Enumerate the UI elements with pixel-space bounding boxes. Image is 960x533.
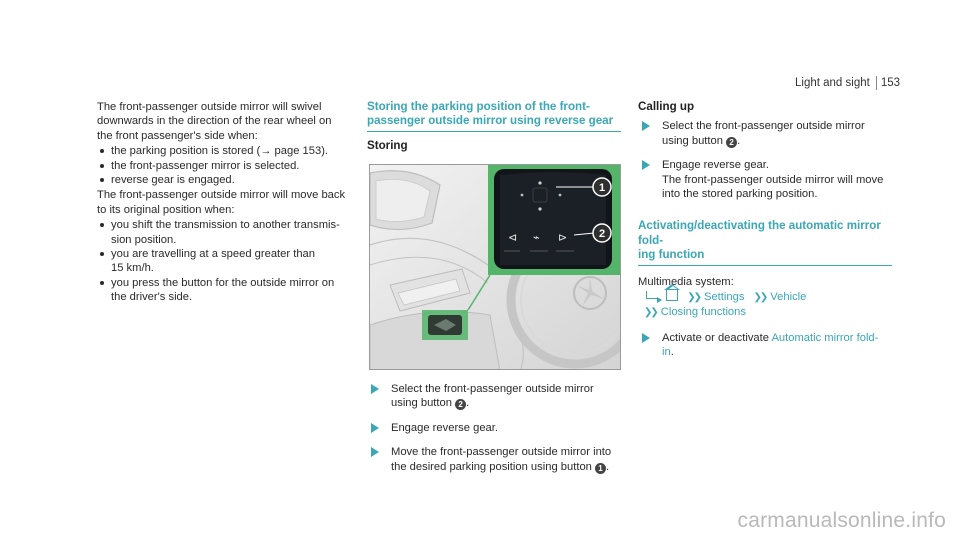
chevron-double-icon: ❯❯ <box>687 292 700 304</box>
page-number: 153 <box>876 76 900 90</box>
step-text: Engage reverse gear. <box>391 421 498 434</box>
settings-link[interactable]: Settings <box>703 291 745 304</box>
automatic-mirror-foldin-link[interactable]: Automatic mirror fold- <box>771 331 879 344</box>
return-conditions-list <box>97 218 355 304</box>
storing-heading <box>367 100 621 132</box>
step-text-line <box>662 331 892 345</box>
vehicle-link[interactable]: Vehicle <box>770 291 807 304</box>
step-text-line: using button 2 . <box>391 397 470 410</box>
bullet-icon <box>100 281 104 285</box>
list-item-text: the driver's side. <box>111 291 193 304</box>
svg-text:⊲: ⊲ <box>508 231 518 244</box>
list-item <box>97 276 355 305</box>
step-engage-reverse <box>638 158 892 201</box>
door-panel-illustration <box>369 164 621 370</box>
list-item-text: you shift the transmission to another transmis- <box>111 219 340 232</box>
return-paragraph <box>97 188 355 217</box>
arrow-right-icon <box>642 160 650 170</box>
storing-subheading: Storing <box>367 138 408 152</box>
list-item-text: 15 km/h. <box>111 262 154 275</box>
step-text: the desired parking position using button <box>391 460 595 473</box>
swivel-conditions-list <box>97 144 355 187</box>
bullet-icon <box>100 164 104 168</box>
arrow-right-icon <box>371 423 379 433</box>
section-title: Light and sight <box>795 77 870 89</box>
heading-line-1: Storing the parking position of the front- <box>367 100 590 113</box>
automatic-mirror-foldin-link[interactable]: in <box>662 346 671 359</box>
closing-functions-link[interactable]: Closing functions <box>660 306 746 319</box>
step-text: into the stored parking position. <box>662 188 818 201</box>
step-text: Activate or deactivate <box>662 331 772 344</box>
storing-steps <box>367 382 621 484</box>
step-text: Select the front-passenger outside mirror <box>662 120 865 133</box>
list-item-text: reverse gear is engaged. <box>111 174 235 187</box>
list-item <box>97 247 355 276</box>
step-text: Engage reverse gear. <box>662 159 769 172</box>
list-item-text: you press the button for the outside mirror on <box>111 276 335 289</box>
bullet-icon <box>100 252 104 256</box>
list-item <box>97 218 355 247</box>
arrow-right-icon <box>371 447 379 457</box>
intro-paragraph <box>97 100 355 143</box>
watermark: carmanualsonline.info <box>737 508 946 532</box>
list-item-text: the front-passenger mirror is selected. <box>111 159 300 172</box>
arrow-right-icon <box>642 121 650 131</box>
calling-up-heading: Calling up <box>638 100 695 113</box>
step-text: using button <box>662 134 727 147</box>
step-text: Move the front-passenger outside mirror into <box>391 446 612 459</box>
callout-1-label: 1 <box>598 182 606 194</box>
intro-line-1: The front-passenger outside mirror will swivel <box>97 101 322 113</box>
step-text-line: using button 2 . <box>662 134 741 147</box>
step-select-mirror <box>638 119 892 148</box>
step-text: using button <box>391 397 456 410</box>
list-item-text: you are travelling at a speed greater than <box>111 248 315 261</box>
step-move-mirror <box>367 445 621 474</box>
page-header <box>795 76 900 90</box>
column-left <box>97 100 355 305</box>
fold-function-heading <box>638 219 892 265</box>
button-2-icon: 2 <box>726 137 737 148</box>
step-activate-fold <box>638 331 892 360</box>
button-2-icon: 2 <box>455 399 466 410</box>
step-text: Select the front-passenger outside mirror <box>391 383 594 395</box>
bullet-icon <box>100 223 104 227</box>
heading-line-2: passenger outside mirror using reverse gear <box>367 114 614 128</box>
nav-path-line-1 <box>638 290 892 305</box>
step-select-mirror <box>367 382 621 411</box>
chevron-double-icon: ❯❯ <box>644 307 657 319</box>
nav-path-line-2 <box>638 305 892 320</box>
heading-line-2: ing function <box>638 248 705 262</box>
door-panel-svg <box>370 165 621 370</box>
svg-text:⌁: ⌁ <box>533 231 540 244</box>
step-text-line: in. <box>662 346 674 359</box>
bullet-icon <box>100 178 104 182</box>
return-arrow-icon <box>646 291 657 299</box>
list-item <box>97 144 355 158</box>
return-line-2: to its original position when: <box>97 203 235 216</box>
list-item-text: sion position. <box>111 233 177 246</box>
return-line-1: The front-passenger outside mirror will move back <box>97 189 346 202</box>
intro-line-2: downwards in the direction of the rear wheel on <box>97 115 332 128</box>
list-item <box>97 159 355 173</box>
intro-line-3: the front passenger's side when: <box>97 129 258 142</box>
home-icon[interactable] <box>666 290 678 301</box>
arrow-right-icon <box>371 384 379 394</box>
step-text: The front-passenger outside mirror will move <box>662 173 884 186</box>
step-text-line: the desired parking position using button 1 . <box>391 460 610 473</box>
chevron-double-icon: ❯❯ <box>753 292 767 304</box>
callout-2-label: 2 <box>598 228 606 240</box>
multimedia-label: Multimedia system: <box>638 275 734 288</box>
page-reference-link[interactable]: page 153). <box>274 145 329 158</box>
list-item <box>97 173 355 187</box>
svg-text:⊳: ⊳ <box>558 231 568 244</box>
arrow-ref-icon: → <box>260 145 275 158</box>
arrow-right-icon <box>642 333 650 343</box>
list-item-text: the parking position is stored ( <box>111 145 261 158</box>
bullet-icon <box>100 149 104 153</box>
column-middle <box>367 100 621 153</box>
step-engage-reverse <box>367 421 621 435</box>
button-1-icon: 1 <box>595 463 606 474</box>
heading-line-1: Activating/deactivating the automatic mirror fold- <box>638 219 881 247</box>
column-right <box>638 100 892 370</box>
